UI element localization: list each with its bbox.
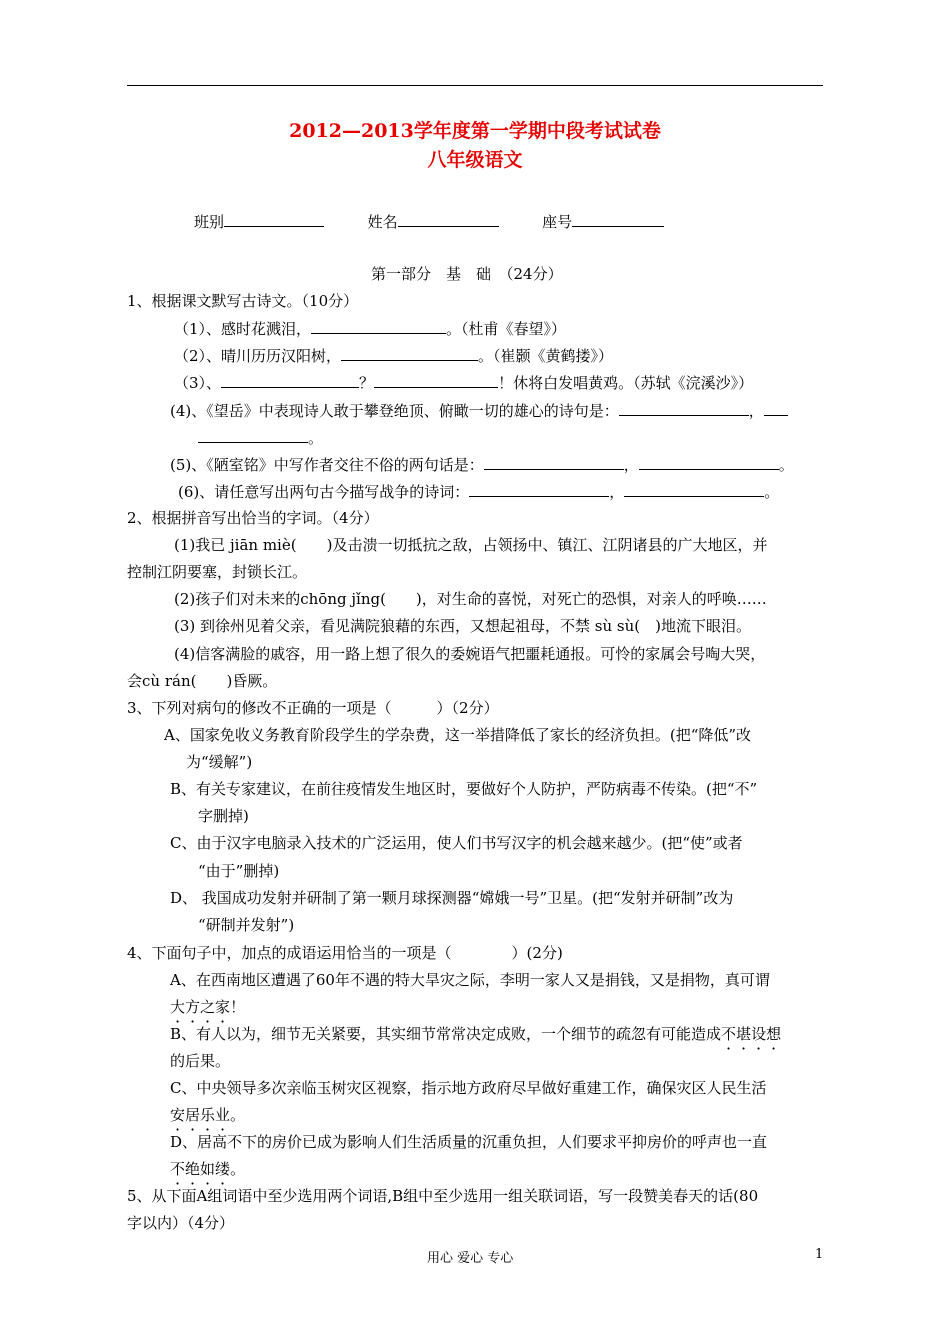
q4-stem: 4、下面句子中，加点的成语运用恰当的一项是（ ）(2分) [127, 944, 563, 962]
answer-blank[interactable] [311, 318, 446, 334]
q1-item-4-cont: 。 [198, 427, 323, 448]
name-field[interactable] [398, 211, 499, 227]
q1-item-4: (4)、《望岳》中表现诗人敢于攀登绝顶、俯瞰一切的雄心的诗句是： ， [170, 400, 788, 421]
answer-blank[interactable] [624, 481, 764, 497]
q3-option-d: D、 我国成功发射并研制了第一颗月球探测器“嫦娥一号”卫星。(把“发射并研制”改为 [170, 889, 734, 907]
q1-item-5: (5)、《陋室铭》中写作者交往不俗的两句话是： ， 。 [170, 456, 794, 474]
page-number: 1 [815, 1247, 824, 1262]
name-label: 姓名 [367, 213, 398, 231]
q4-option-b-cont: 的后果。 [170, 1052, 231, 1070]
exam-title: 2012—2013学年度第一学期中段考试试卷 [289, 120, 661, 142]
answer-blank[interactable] [469, 481, 609, 497]
exam-subtitle: 八年级语文 [427, 149, 523, 171]
class-label: 班别 [194, 213, 225, 231]
q5-stem-cont: 字以内）（4分） [127, 1214, 235, 1232]
q3-option-c: C、由于汉字电脑录入技术的广泛运用，使人们书写汉字的机会越来越少。(把“使”或者 [170, 834, 743, 852]
q2-item-1: (1)我已 jiān miè( )及击溃一切抵抗之敌，占领扬中、镇江、江阴诸县的广大地区，并 [174, 536, 768, 554]
q2-item-2: (2)孩子们对未来的chōng jǐng( )，对生命的喜悦，对死亡的恐惧，对亲人的呼唤…… [174, 590, 767, 608]
student-info-row [194, 211, 664, 232]
q1-item-3: （3）、 ？ ！休将白发唱黄鸡。（苏轼《浣溪沙》） [174, 374, 754, 392]
q3-option-a: A、国家免收义务教育阶段学生的学杂费，这一举措降低了家长的经济负担。(把“降低”改 [164, 726, 752, 744]
q1-stem: 1、根据课文默写古诗文。（10分） [127, 292, 359, 310]
q3-option-b: B、有关专家建议，在前往疫情发生地区时，要做好个人防护，严防病毒不传染。(把“不” [170, 780, 758, 798]
section-title: 第一部分 基 础 （24分） [371, 265, 563, 283]
dotted-idiom: 不堪设想 [721, 1025, 782, 1043]
q2-item-1-cont: 控制江阴要塞，封锁长江。 [127, 563, 308, 581]
answer-blank[interactable] [198, 427, 308, 443]
answer-blank[interactable] [221, 372, 359, 388]
class-field[interactable] [224, 211, 324, 227]
q3-option-b-cont: 字删掉) [198, 807, 249, 825]
q2-item-4-cont: 会cù rán( )昏厥。 [127, 672, 278, 690]
q4-option-c: C、中央领导多次亲临玉树灾区视察，指示地方政府尽早做好重建工作，确保灾区人民生活 [170, 1079, 767, 1097]
q4-option-c-cont: 安居乐业。 [170, 1106, 246, 1124]
dotted-idiom: 大方之家 [170, 998, 231, 1016]
q3-option-d-cont: “研制并发射”) [198, 916, 295, 934]
q3-option-a-cont: 为“缓解”) [186, 753, 253, 771]
answer-blank[interactable] [374, 372, 498, 388]
q1-item-6: (6)、请任意写出两句古今描写战争的诗词： ， 。 [178, 483, 780, 501]
q5-stem: 5、从下面A组词语中至少选用两个词语,B组中至少选用一组关联词语，写一段赞美春天的话(80 [127, 1187, 759, 1205]
answer-blank[interactable] [341, 345, 478, 361]
answer-blank[interactable] [484, 454, 624, 470]
q4-option-d: D、居高不下的房价已成为影响人们生活质量的沉重负担，人们要求平抑房价的呼声也一直 [170, 1133, 768, 1151]
q4-option-d-cont: 不绝如缕。 [170, 1160, 246, 1178]
dotted-idiom: 安居乐业 [170, 1106, 231, 1124]
q1-item-2: （2）、晴川历历汉阳树， 。（崔颢《黄鹤搂》） [174, 347, 614, 365]
answer-blank[interactable] [619, 400, 749, 416]
q3-option-c-cont: “由于”删掉) [198, 862, 280, 880]
footer-motto: 用心 爱心 专心 [427, 1251, 514, 1266]
q4-option-b: B、有人以为，细节无关紧要，其实细节常常决定成败，一个细节的疏忽有可能造成不堪设想 [170, 1025, 782, 1043]
answer-blank[interactable] [764, 400, 788, 416]
top-rule [127, 85, 823, 86]
q2-item-3: (3) 到徐州见着父亲，看见满院狼藉的东西，又想起祖母，不禁 sù sù( )地流下眼泪。 [174, 617, 751, 635]
dotted-idiom: 不绝如缕 [170, 1160, 231, 1178]
q1-item-1: （1）、感时花溅泪， 。（杜甫《春望》） [174, 320, 567, 338]
q4-option-a-cont: 大方之家！ [170, 998, 246, 1016]
answer-blank[interactable] [639, 454, 779, 470]
q2-stem: 2、根据拼音写出恰当的字词。（4分） [127, 509, 379, 527]
seat-field[interactable] [572, 211, 664, 227]
seat-label: 座号 [542, 213, 573, 231]
q3-stem: 3、下列对病句的修改不正确的一项是（ ）（2分） [127, 699, 499, 717]
q4-option-a: A、在西南地区遭遇了60年不遇的特大旱灾之际，李明一家人又是捐钱，又是捐物，真可谓 [170, 971, 770, 989]
q2-item-4: (4)信客满脸的戚容，用一路上想了很久的委婉语气把噩耗通报。可怜的家属会号啕大哭， [174, 645, 766, 663]
